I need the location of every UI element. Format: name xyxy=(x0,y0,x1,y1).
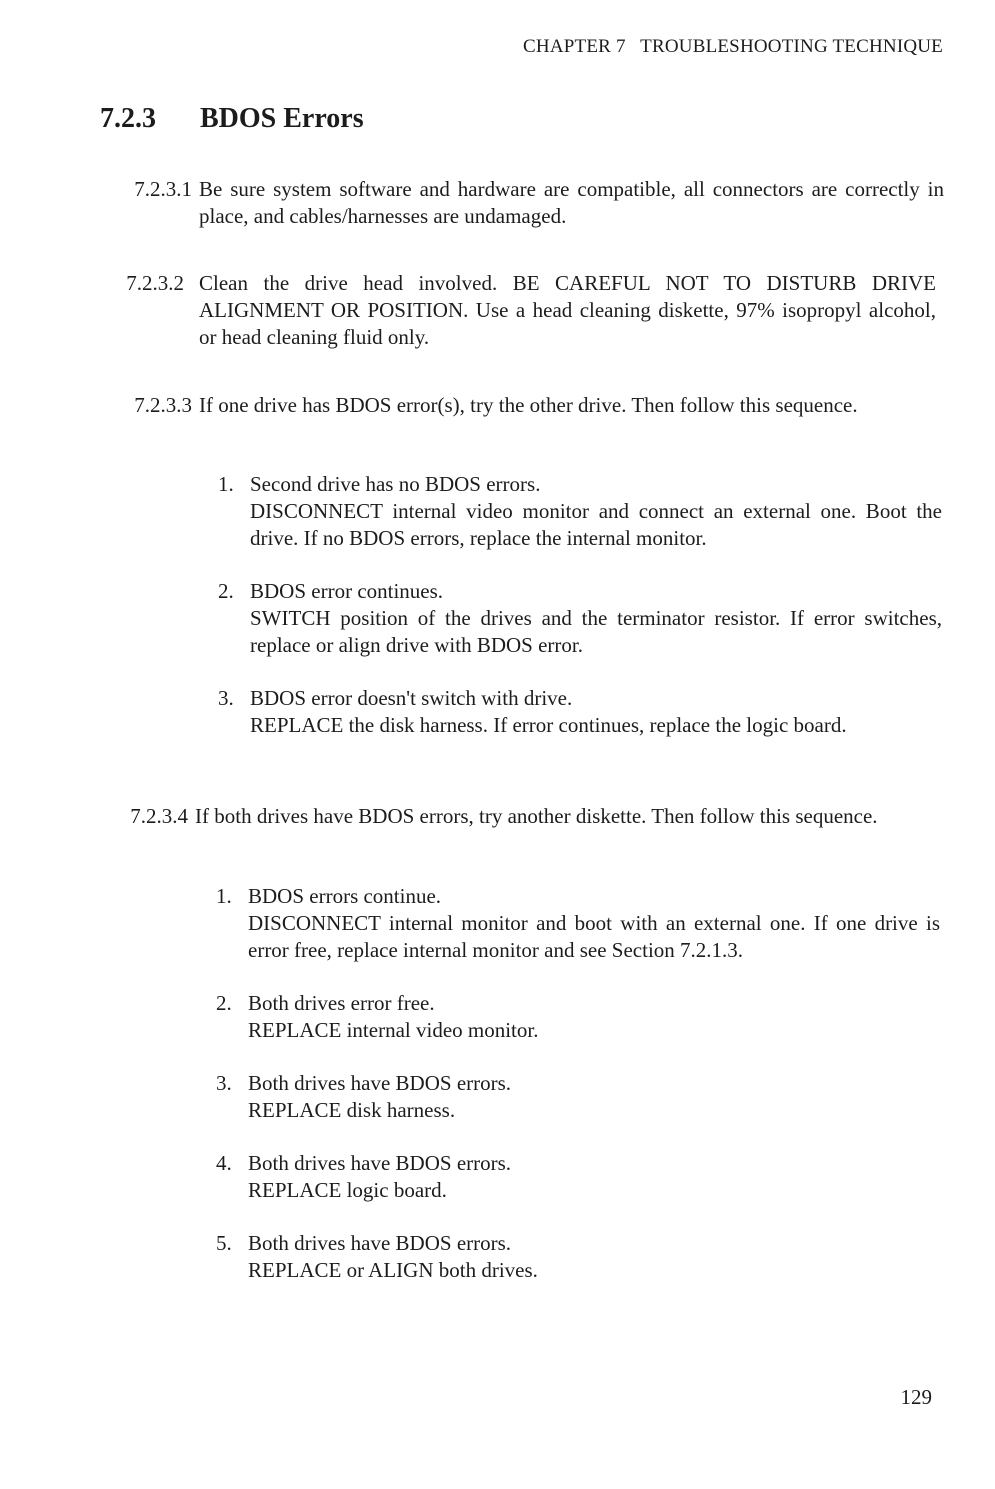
step-condition: Both drives have BDOS errors. xyxy=(248,1151,512,1175)
step-action: DISCONNECT internal video monitor and connect an external one. Boot the drive. If no BDOS errors, replace the internal monitor. xyxy=(250,499,942,550)
step-number: 3. xyxy=(218,686,234,710)
step-condition: Both drives have BDOS errors. xyxy=(248,1071,512,1095)
paragraph-7-2-3-4 xyxy=(78,803,940,830)
step-number: 3. xyxy=(216,1071,232,1095)
step-number: 2. xyxy=(218,579,234,603)
step-action: DISCONNECT internal monitor and boot with an external one. If one drive is error free, replace internal monitor and see Section 7.2.1.3. xyxy=(248,911,940,962)
step-condition: BDOS error doesn't switch with drive. xyxy=(250,686,573,710)
paragraph-7-2-3-2 xyxy=(74,270,936,351)
list-item xyxy=(198,1150,940,1204)
step-number: 5. xyxy=(216,1231,232,1255)
step-action: REPLACE internal video monitor. xyxy=(248,1018,539,1042)
list-item xyxy=(200,685,942,739)
steps-list-7-2-3-4 xyxy=(198,883,940,1310)
section-heading xyxy=(100,103,364,135)
paragraph-text: If both drives have BDOS errors, try another diskette. Then follow this sequence. xyxy=(195,804,878,828)
paragraph-text: Be sure system software and hardware are compatible, all connectors are correctly in place, and cables/harnesses are undamaged. xyxy=(199,177,944,228)
step-action: SWITCH position of the drives and the terminator resistor. If error switches, replace or align drive with BDOS error. xyxy=(250,606,942,657)
step-condition: BDOS error continues. xyxy=(250,579,444,603)
step-action: REPLACE or ALIGN both drives. xyxy=(248,1258,538,1282)
paragraph-text: Clean the drive head involved. BE CAREFUL NOT TO DISTURB DRIVE ALIGNMENT OR POSITION. Use a head cleaning diskette, 97% isopropyl alcohol, or head cleaning fluid only. xyxy=(199,271,936,349)
running-head: CHAPTER 7 TROUBLESHOOTING TECHNIQUE xyxy=(523,36,943,57)
paragraph-number: 7.2.3.3 xyxy=(134,393,192,417)
step-number: 1. xyxy=(216,884,232,908)
step-number: 1. xyxy=(218,472,234,496)
step-action: REPLACE logic board. xyxy=(248,1178,447,1202)
step-number: 2. xyxy=(216,991,232,1015)
paragraph-7-2-3-1 xyxy=(82,176,944,230)
paragraph-number: 7.2.3.4 xyxy=(130,804,188,828)
section-number: 7.2.3 xyxy=(100,103,156,134)
list-item xyxy=(198,990,940,1044)
paragraph-7-2-3-3 xyxy=(82,392,944,419)
step-condition: Both drives error free. xyxy=(248,991,435,1015)
step-action: REPLACE the disk harness. If error continues, replace the logic board. xyxy=(250,713,847,737)
steps-list-7-2-3-3 xyxy=(200,471,942,765)
list-item xyxy=(198,883,940,964)
page-number: 129 xyxy=(900,1385,932,1409)
list-item xyxy=(198,1070,940,1124)
step-action: REPLACE disk harness. xyxy=(248,1098,456,1122)
step-condition: BDOS errors continue. xyxy=(248,884,442,908)
paragraph-number: 7.2.3.1 xyxy=(134,177,192,201)
step-condition: Both drives have BDOS errors. xyxy=(248,1231,512,1255)
list-item xyxy=(198,1230,940,1284)
paragraph-text: If one drive has BDOS error(s), try the other drive. Then follow this sequence. xyxy=(199,393,858,417)
step-condition: Second drive has no BDOS errors. xyxy=(250,472,541,496)
section-title: BDOS Errors xyxy=(200,103,364,134)
step-number: 4. xyxy=(216,1151,232,1175)
list-item xyxy=(200,578,942,659)
paragraph-number: 7.2.3.2 xyxy=(126,271,184,295)
list-item xyxy=(200,471,942,552)
